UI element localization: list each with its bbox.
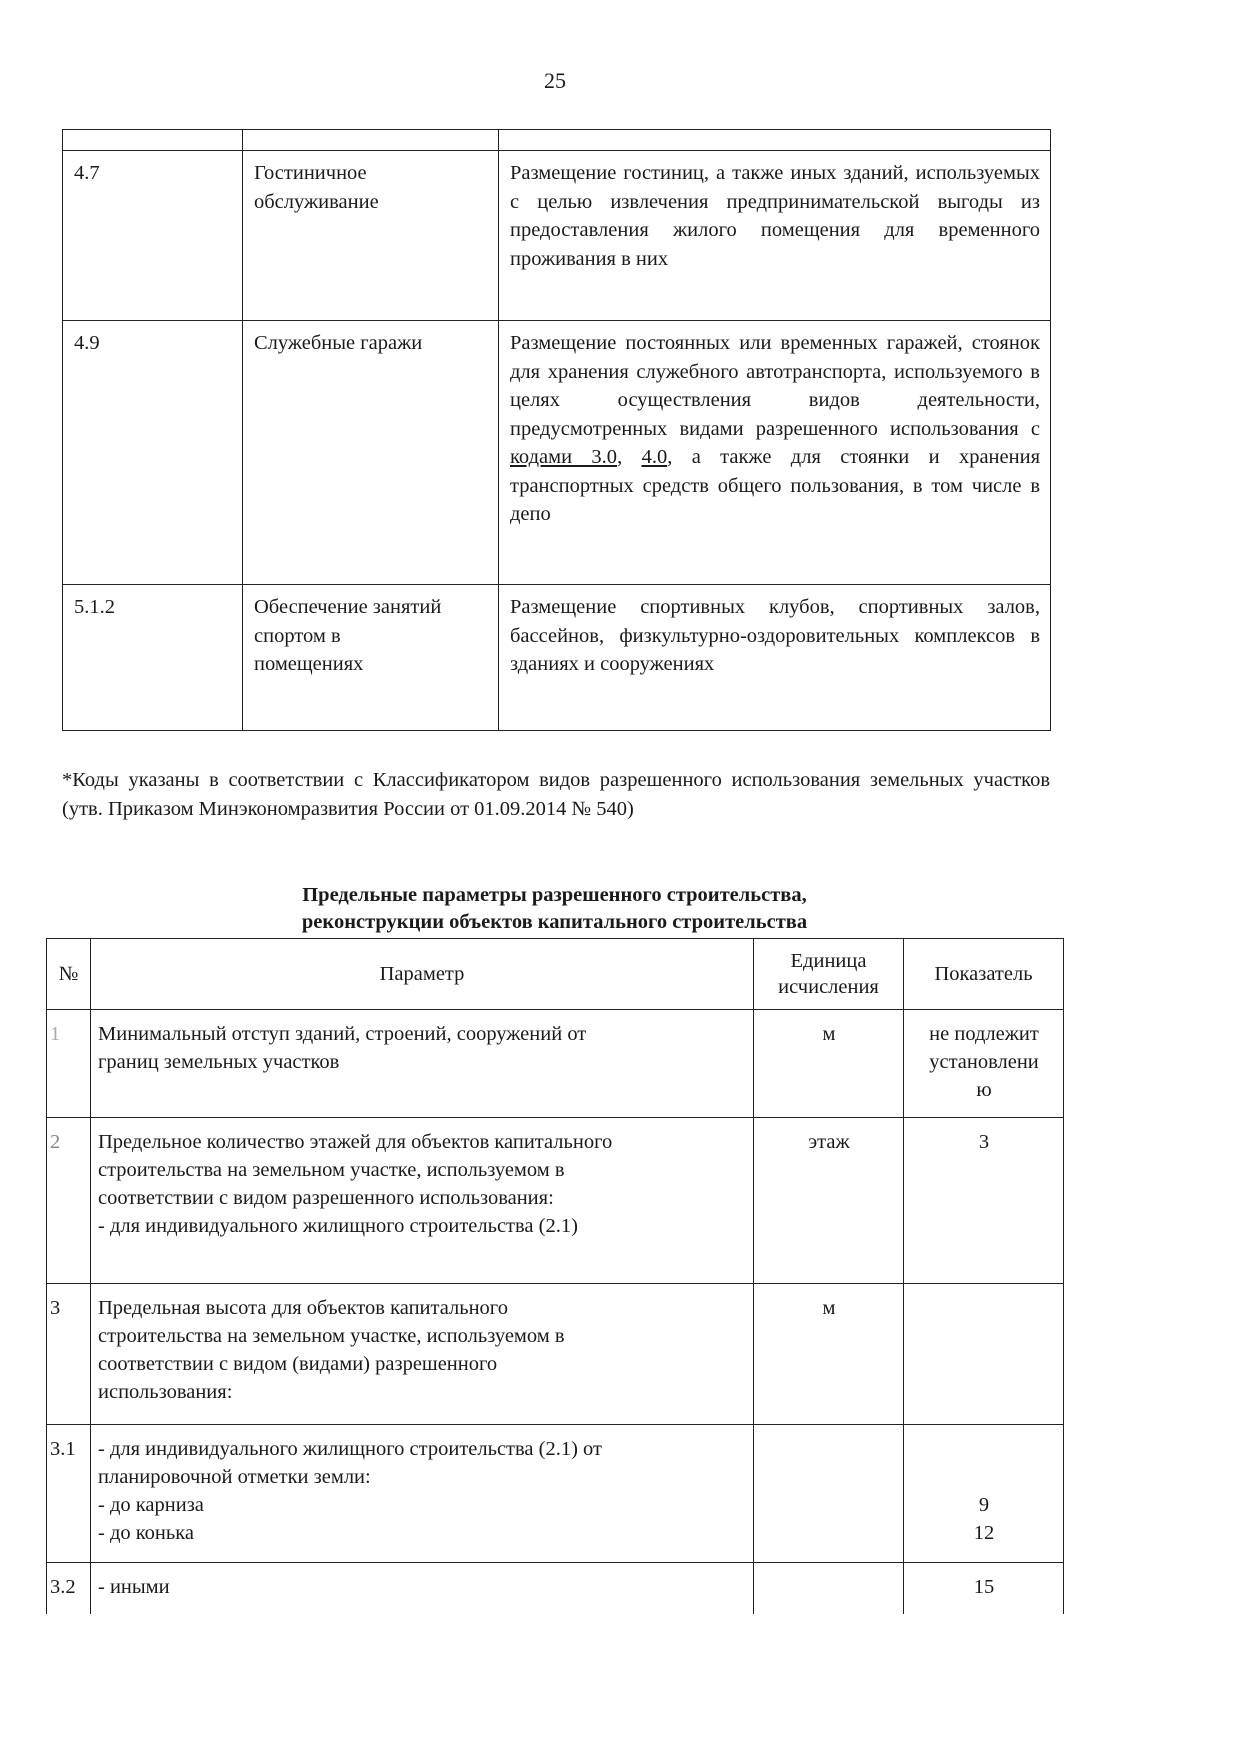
unit-cell: м — [754, 1010, 904, 1118]
table-header-row — [47, 939, 1064, 1010]
name-line: спортом в — [254, 624, 341, 647]
table-row — [63, 321, 1051, 585]
name-cell — [243, 585, 499, 731]
parameter-line: Минимальный отступ зданий, строений, сооружений от — [98, 1023, 587, 1045]
value-cell: 15 — [904, 1563, 1064, 1615]
name-cell — [243, 130, 499, 151]
parameter-line: Предельное количество этажей для объектов капитального — [98, 1131, 613, 1153]
section-title-line: Предельные параметры разрешенного строительства, — [302, 884, 807, 906]
name-line: Служебные гаражи — [254, 332, 423, 354]
row-number: 2 — [47, 1118, 91, 1284]
parameter-cell — [91, 1425, 754, 1563]
parameter-cell — [91, 1284, 754, 1425]
name-line: Обеспечение занятий — [254, 596, 442, 618]
header-unit-line: Единица — [790, 950, 867, 972]
table-row — [47, 1284, 1064, 1425]
value-line: установлени — [929, 1051, 1039, 1073]
table-row — [63, 130, 1051, 151]
unit-cell — [754, 1425, 904, 1563]
parameter-cell — [91, 1118, 754, 1284]
row-number: 3.1 — [47, 1425, 91, 1563]
section-title-line: реконструкции объектов капитального строительства — [301, 911, 808, 933]
value-cell: 3 — [904, 1118, 1064, 1284]
description-cell — [499, 130, 1051, 151]
name-line: Гостиничное — [254, 162, 367, 184]
name-line: помещениях — [254, 653, 364, 675]
description-cell — [499, 321, 1051, 585]
parameter-line: - до конька — [98, 1522, 194, 1544]
unit-cell: м — [754, 1284, 904, 1425]
parameter-line: соответствии с видом (видами) разрешенного — [98, 1353, 498, 1375]
table-row — [63, 585, 1051, 731]
parameter-line: использования: — [98, 1381, 233, 1403]
parameter-line: строительства на земельном участке, используемом в — [98, 1159, 565, 1181]
row-number: 3 — [47, 1284, 91, 1425]
code-cell: 4.7 — [63, 151, 243, 321]
description-cell: Размещение спортивных клубов, спортивных залов, бассейнов, физкультурно-оздоровительных комплексов в зданиях и сооружениях — [499, 585, 1051, 731]
parameter-line: строительства на земельном участке, используемом в — [98, 1325, 565, 1347]
value-line: 9 — [978, 1494, 990, 1516]
unit-cell — [754, 1563, 904, 1615]
description-text: , а также для стоянки и хранения транспортных средств общего пользования, в том числе в депо — [510, 446, 1040, 525]
value-cell — [904, 1425, 1064, 1563]
parameter-line: Предельная высота для объектов капитального — [98, 1297, 508, 1319]
code-cell: 4.9 — [63, 321, 243, 585]
land-use-table — [62, 129, 1051, 731]
table-row — [63, 151, 1051, 321]
header-number: № — [47, 939, 91, 1010]
parameter-line: - для индивидуального жилищного строительства (2.1) — [98, 1215, 578, 1237]
value-spacer — [911, 1435, 1057, 1491]
description-text: Размещение постоянных или временных гаражей, стоянок для хранения служебного автотранспорта, используемого в целях осуществления видов деятельности, предусмотренных видами разрешенного использования с — [510, 332, 1040, 440]
header-value: Показатель — [904, 939, 1064, 1010]
value-line: 12 — [973, 1522, 995, 1544]
row-number: 3.2 — [47, 1563, 91, 1615]
parameter-cell — [91, 1010, 754, 1118]
description-cell: Размещение гостиниц, а также иных зданий, используемых с целью извлечения предпринимательской выгоды из предоставления жилого помещения для временного проживания в них — [499, 151, 1051, 321]
parameter-cell: - иными — [91, 1563, 754, 1615]
name-line: обслуживание — [254, 190, 379, 213]
parameter-line: границ земельных участков — [98, 1051, 340, 1073]
value-line: ю — [976, 1079, 992, 1101]
code-cell — [63, 130, 243, 151]
separator-text: , — [617, 446, 642, 468]
value-cell — [904, 1284, 1064, 1425]
value-line: не подлежит — [929, 1023, 1039, 1045]
section-title — [46, 882, 1063, 936]
table-row — [47, 1563, 1064, 1615]
header-unit-line: исчисления — [778, 976, 879, 998]
parameter-line: - для индивидуального жилищного строительства (2.1) от — [98, 1438, 602, 1460]
parameter-line: - до карниза — [98, 1494, 204, 1516]
header-parameter: Параметр — [91, 939, 754, 1010]
code-cell: 5.1.2 — [63, 585, 243, 731]
value-cell — [904, 1010, 1064, 1118]
table-row — [47, 1010, 1064, 1118]
row-number: 1 — [47, 1010, 91, 1118]
parameters-table — [46, 938, 1064, 1614]
parameter-line: планировочной отметки земли: — [98, 1466, 371, 1488]
table-row — [47, 1425, 1064, 1563]
table-row — [47, 1118, 1064, 1284]
parameter-line: соответствии с видом разрешенного использования: — [98, 1187, 554, 1209]
name-cell — [243, 321, 499, 585]
unit-cell: этаж — [754, 1118, 904, 1284]
header-unit — [754, 939, 904, 1010]
footnote: *Коды указаны в соответствии с Классификатором видов разрешенного использования земельных участков (утв. Приказом Минэкономразвития России от 01.09.2014 № 540) — [62, 769, 1050, 820]
name-cell — [243, 151, 499, 321]
code-link-3-0[interactable]: кодами 3.0 — [510, 446, 618, 468]
page-number: 25 — [544, 68, 566, 93]
code-link-4-0[interactable]: 4.0 — [641, 446, 668, 468]
